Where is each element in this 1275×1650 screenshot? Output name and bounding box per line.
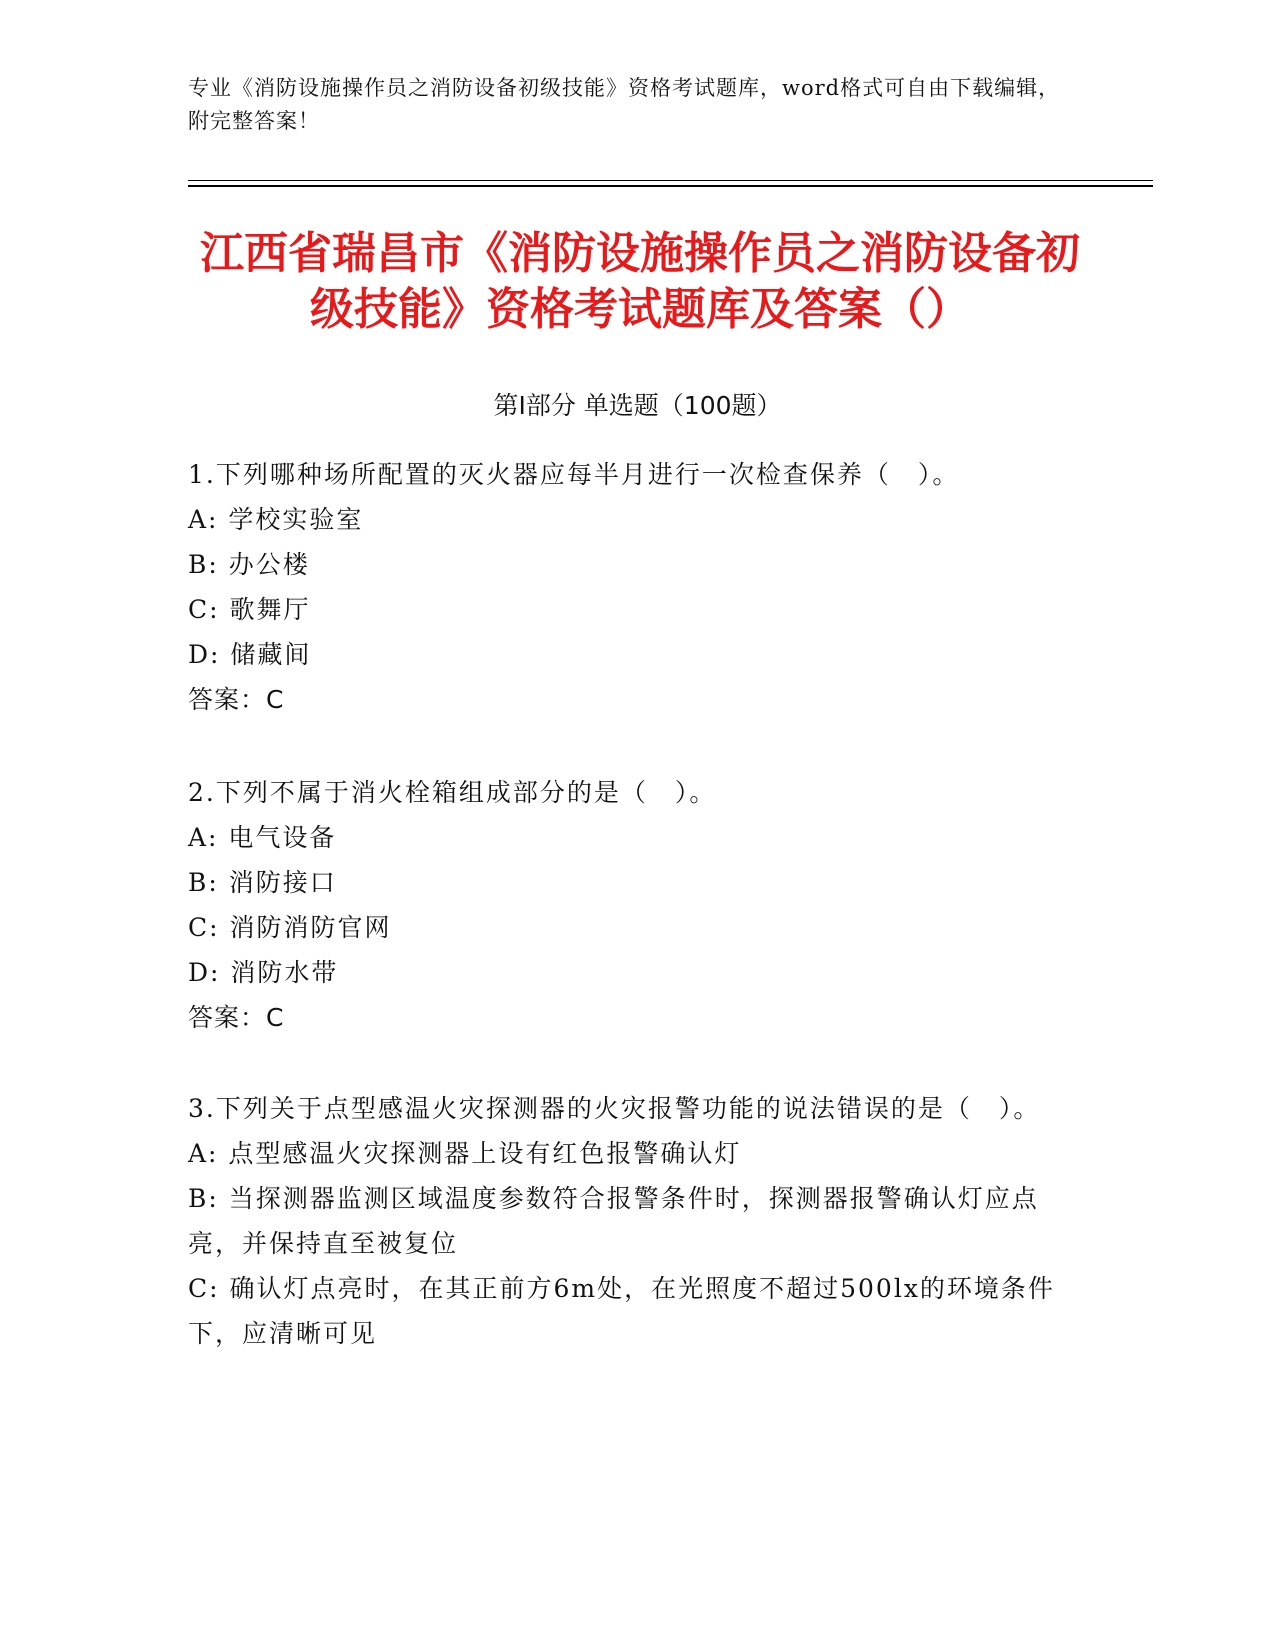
option-c: C: 消防消防官网	[188, 913, 392, 942]
option-b: B: 办公楼	[188, 550, 310, 579]
document-title: 江西省瑞昌市《消防设施操作员之消防设备初级技能》资格考试题库及答案（）	[200, 228, 1080, 335]
option-a: A: 点型感温火灾探测器上设有红色报警确认灯	[188, 1139, 742, 1168]
option-d: D: 消防水带	[188, 958, 339, 987]
option-c: C: 确认灯点亮时，在其正前方6m处，在光照度不超过500lx的环境条件下，应清晰可见	[188, 1274, 1055, 1348]
answer: 答案：C	[188, 685, 285, 714]
header-divider-thick	[188, 185, 1153, 187]
option-b: B: 消防接口	[188, 868, 337, 897]
question-stem: 3.下列关于点型感温火灾探测器的火灾报警功能的说法错误的是（ ）。	[188, 1094, 1041, 1123]
option-c: C: 歌舞厅	[188, 595, 311, 624]
header-divider-thin	[188, 180, 1153, 181]
question-stem: 2.下列不属于消火栓箱组成部分的是（ ）。	[188, 778, 717, 807]
question-1	[188, 452, 1088, 722]
question-stem: 1.下列哪种场所配置的灭火器应每半月进行一次检查保养（ ）。	[188, 460, 960, 489]
section-heading: 第Ⅰ部分 单选题（100题）	[493, 391, 782, 420]
question-2	[188, 770, 1088, 1040]
option-d: D: 储藏间	[188, 640, 312, 669]
header-note: 专业《消防设施操作员之消防设备初级技能》资格考试题库，word格式可自由下载编辑，附完整答案！	[188, 76, 1061, 133]
option-a: A: 学校实验室	[188, 505, 364, 534]
option-a: A: 电气设备	[188, 823, 337, 852]
answer: 答案：C	[188, 1003, 285, 1032]
option-b: B: 当探测器监测区域温度参数符合报警条件时，探测器报警确认灯应点亮，并保持直至被复位	[188, 1184, 1039, 1258]
question-3	[188, 1086, 1088, 1356]
